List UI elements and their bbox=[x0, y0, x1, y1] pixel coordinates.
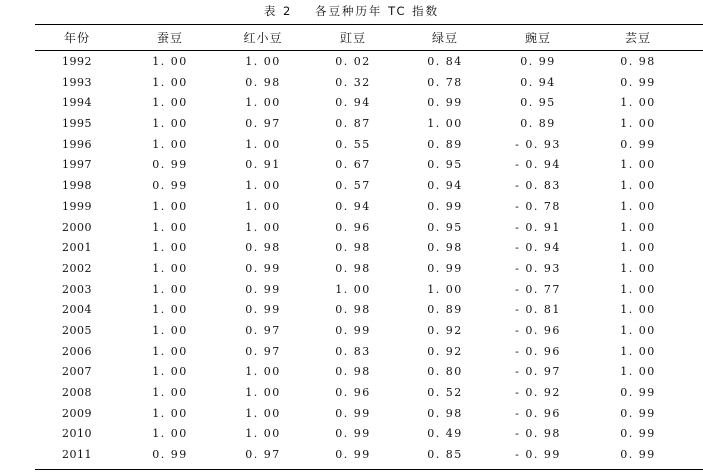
table-cell: 1. 00 bbox=[620, 117, 656, 131]
table-cell: 0. 83 bbox=[335, 344, 371, 358]
row-year-cell: 2004 bbox=[62, 303, 92, 317]
column-header-pea: 豌豆 bbox=[524, 31, 552, 45]
table-cell: - 0. 96 bbox=[515, 344, 561, 358]
table-row bbox=[35, 154, 703, 175]
table-cell: 0. 96 bbox=[335, 220, 371, 234]
bottom-rule bbox=[35, 469, 703, 470]
table-cell: 0. 99 bbox=[152, 448, 188, 462]
table-cell: 1. 00 bbox=[245, 386, 281, 399]
table-cell: 0. 98 bbox=[335, 303, 371, 317]
table-cell: 1. 00 bbox=[245, 406, 281, 420]
table-cell: 1. 00 bbox=[152, 55, 188, 68]
table-cell: 0. 92 bbox=[427, 344, 463, 358]
table-cell: 0. 52 bbox=[427, 386, 463, 399]
table-cell: 1. 00 bbox=[152, 199, 188, 213]
table-row bbox=[35, 279, 703, 300]
table-cell: 1. 00 bbox=[620, 199, 656, 213]
row-year-cell: 1994 bbox=[62, 96, 92, 110]
table-row bbox=[35, 72, 703, 93]
table-cell: - 0. 91 bbox=[515, 220, 561, 234]
table-row bbox=[35, 92, 703, 113]
table-cell: - 0. 96 bbox=[515, 323, 561, 337]
table-body bbox=[35, 51, 703, 465]
table-row bbox=[35, 341, 703, 362]
table-row bbox=[35, 258, 703, 279]
table-cell: 0. 97 bbox=[245, 344, 281, 358]
table-cell: 1. 00 bbox=[620, 261, 656, 275]
row-year-cell: 1996 bbox=[62, 137, 92, 151]
table-cell: 1. 00 bbox=[245, 427, 281, 441]
table-cell: 1. 00 bbox=[620, 323, 656, 337]
table-cell: 1. 00 bbox=[335, 282, 371, 296]
table-cell: 1. 00 bbox=[152, 261, 188, 275]
table-cell: 0. 89 bbox=[427, 303, 463, 317]
table-cell: 1. 00 bbox=[245, 199, 281, 213]
row-year-cell: 2000 bbox=[62, 220, 92, 234]
table-cell: 1. 00 bbox=[152, 96, 188, 110]
row-year-cell: 1998 bbox=[62, 179, 92, 193]
table-cell: 0. 96 bbox=[335, 386, 371, 399]
table-cell: - 0. 93 bbox=[515, 137, 561, 151]
row-year-cell: 2003 bbox=[62, 282, 92, 296]
column-header-kidney: 芸豆 bbox=[624, 31, 652, 45]
table-cell: 0. 78 bbox=[427, 75, 463, 89]
table-cell: 0. 99 bbox=[620, 406, 656, 420]
table-cell: 0. 98 bbox=[335, 241, 371, 255]
table-cell: 1. 00 bbox=[620, 303, 656, 317]
row-year-cell: 2011 bbox=[62, 448, 92, 462]
row-year-cell: 2006 bbox=[62, 344, 92, 358]
table-row bbox=[35, 237, 703, 258]
table-header bbox=[35, 29, 703, 49]
table-cell: 0. 99 bbox=[335, 427, 371, 441]
table-cell: 1. 00 bbox=[152, 365, 188, 379]
row-year-cell: 2007 bbox=[62, 365, 92, 379]
table-cell: 0. 55 bbox=[335, 137, 371, 151]
table-cell: 0. 99 bbox=[427, 199, 463, 213]
table-cell: 1. 00 bbox=[427, 282, 463, 296]
table-row bbox=[35, 382, 703, 403]
table-cell: 0. 98 bbox=[245, 75, 281, 89]
table-cell: 1. 00 bbox=[152, 282, 188, 296]
table-cell: 0. 95 bbox=[520, 96, 556, 110]
table-row bbox=[35, 175, 703, 196]
table-cell: - 0. 93 bbox=[515, 261, 561, 275]
table-cell: - 0. 83 bbox=[515, 179, 561, 193]
table-cell: 0. 84 bbox=[427, 55, 463, 68]
table-row bbox=[35, 444, 703, 465]
table-cell: 0. 99 bbox=[620, 386, 656, 399]
row-year-cell: 2001 bbox=[62, 241, 92, 255]
table-cell: 1. 00 bbox=[245, 55, 281, 68]
column-header-faba: 蚕豆 bbox=[156, 31, 184, 45]
table-cell: 1. 00 bbox=[152, 75, 188, 89]
row-year-cell: 1993 bbox=[62, 75, 92, 89]
table-cell: 0. 91 bbox=[245, 158, 281, 172]
table-cell: 0. 89 bbox=[520, 117, 556, 131]
top-rule bbox=[35, 24, 703, 25]
table-cell: 0. 57 bbox=[335, 179, 371, 193]
table-cell: 1. 00 bbox=[152, 427, 188, 441]
table-cell: - 0. 98 bbox=[515, 427, 561, 441]
table-cell: 0. 99 bbox=[152, 179, 188, 193]
column-header-adzuki: 红小豆 bbox=[243, 31, 283, 45]
column-header-mung: 绿豆 bbox=[431, 31, 459, 45]
table-cell: 1. 00 bbox=[152, 344, 188, 358]
table-cell: 1. 00 bbox=[427, 117, 463, 131]
table-cell: 1. 00 bbox=[620, 344, 656, 358]
table-cell: 1. 00 bbox=[245, 365, 281, 379]
row-year-cell: 2010 bbox=[62, 427, 92, 441]
table-cell: 1. 00 bbox=[620, 365, 656, 379]
table-cell: 0. 99 bbox=[427, 96, 463, 110]
table-cell: - 0. 96 bbox=[515, 406, 561, 420]
column-header-cowpea: 豇豆 bbox=[339, 31, 367, 45]
table-cell: - 0. 94 bbox=[515, 241, 561, 255]
table-cell: 0. 99 bbox=[620, 137, 656, 151]
row-year-cell: 1992 bbox=[62, 55, 92, 68]
table-cell: - 0. 92 bbox=[515, 386, 561, 399]
table-cell: 0. 98 bbox=[427, 241, 463, 255]
table-cell: 0. 95 bbox=[427, 220, 463, 234]
table-row bbox=[35, 217, 703, 238]
table-cell: 1. 00 bbox=[152, 303, 188, 317]
table-cell: 0. 99 bbox=[335, 448, 371, 462]
table-cell: 1. 00 bbox=[620, 241, 656, 255]
table-cell: 0. 95 bbox=[427, 158, 463, 172]
table-cell: 0. 99 bbox=[245, 261, 281, 275]
table-cell: 1. 00 bbox=[152, 241, 188, 255]
column-header-year: 年份 bbox=[63, 31, 91, 45]
table-cell: 0. 98 bbox=[245, 241, 281, 255]
table-cell: 0. 99 bbox=[620, 427, 656, 441]
table-row bbox=[35, 51, 703, 72]
table-cell: 0. 67 bbox=[335, 158, 371, 172]
table-caption: 表 2 各豆种历年 TC 指数 bbox=[263, 4, 440, 18]
table-cell: 0. 49 bbox=[427, 427, 463, 441]
table-cell: 1. 00 bbox=[245, 137, 281, 151]
table-cell: 0. 87 bbox=[335, 117, 371, 131]
table-cell: 0. 02 bbox=[335, 55, 371, 68]
table-row bbox=[35, 134, 703, 155]
table-cell: 0. 99 bbox=[620, 448, 656, 462]
table-cell: 1. 00 bbox=[620, 282, 656, 296]
table-cell: 0. 85 bbox=[427, 448, 463, 462]
table-cell: 0. 98 bbox=[620, 55, 656, 68]
row-year-cell: 1995 bbox=[62, 117, 92, 131]
row-year-cell: 1999 bbox=[62, 199, 92, 213]
table-row bbox=[35, 299, 703, 320]
table-cell: 1. 00 bbox=[245, 220, 281, 234]
table-cell: 0. 97 bbox=[245, 117, 281, 131]
table-cell: - 0. 81 bbox=[515, 303, 561, 317]
table-cell: 0. 97 bbox=[245, 323, 281, 337]
table-cell: 1. 00 bbox=[152, 137, 188, 151]
table-cell: 1. 00 bbox=[245, 179, 281, 193]
table-cell: - 0. 99 bbox=[515, 448, 561, 462]
table-cell: 0. 99 bbox=[152, 158, 188, 172]
row-year-cell: 2008 bbox=[62, 386, 92, 399]
table-row bbox=[35, 361, 703, 382]
table-row bbox=[35, 196, 703, 217]
table-cell: 0. 92 bbox=[427, 323, 463, 337]
table-cell: 1. 00 bbox=[152, 117, 188, 131]
table-cell: 0. 99 bbox=[520, 55, 556, 68]
table-cell: 0. 89 bbox=[427, 137, 463, 151]
table-cell: 1. 00 bbox=[620, 158, 656, 172]
table-cell: 0. 94 bbox=[520, 75, 556, 89]
table-cell: 1. 00 bbox=[152, 406, 188, 420]
table-cell: 0. 99 bbox=[620, 75, 656, 89]
table-cell: 0. 94 bbox=[335, 96, 371, 110]
table-cell: 0. 99 bbox=[427, 261, 463, 275]
row-year-cell: 2009 bbox=[62, 406, 92, 420]
table-cell: 0. 99 bbox=[245, 282, 281, 296]
table-cell: 0. 32 bbox=[335, 75, 371, 89]
table-cell: 1. 00 bbox=[152, 220, 188, 234]
table-cell: 0. 99 bbox=[335, 323, 371, 337]
table-cell: 0. 94 bbox=[427, 179, 463, 193]
table-row bbox=[35, 113, 703, 134]
table-cell: - 0. 78 bbox=[515, 199, 561, 213]
table-cell: 0. 98 bbox=[335, 261, 371, 275]
row-year-cell: 1997 bbox=[62, 158, 92, 172]
row-year-cell: 2005 bbox=[62, 323, 92, 337]
table-cell: 1. 00 bbox=[620, 220, 656, 234]
table-cell: 0. 99 bbox=[335, 406, 371, 420]
table-cell: 0. 99 bbox=[245, 303, 281, 317]
table-cell: 0. 98 bbox=[427, 406, 463, 420]
table-cell: 1. 00 bbox=[620, 179, 656, 193]
table-cell: 0. 98 bbox=[335, 365, 371, 379]
table-cell: - 0. 97 bbox=[515, 365, 561, 379]
table-cell: - 0. 94 bbox=[515, 158, 561, 172]
table-cell: 0. 80 bbox=[427, 365, 463, 379]
table-row bbox=[35, 403, 703, 424]
table-cell: 0. 94 bbox=[335, 199, 371, 213]
table-cell: 0. 97 bbox=[245, 448, 281, 462]
table-cell: 1. 00 bbox=[152, 323, 188, 337]
row-year-cell: 2002 bbox=[62, 261, 92, 275]
table-cell: - 0. 77 bbox=[515, 282, 561, 296]
table-cell: 1. 00 bbox=[620, 96, 656, 110]
table-cell: 1. 00 bbox=[152, 386, 188, 399]
table-row bbox=[35, 423, 703, 444]
table-cell: 1. 00 bbox=[245, 96, 281, 110]
table-row bbox=[35, 320, 703, 341]
